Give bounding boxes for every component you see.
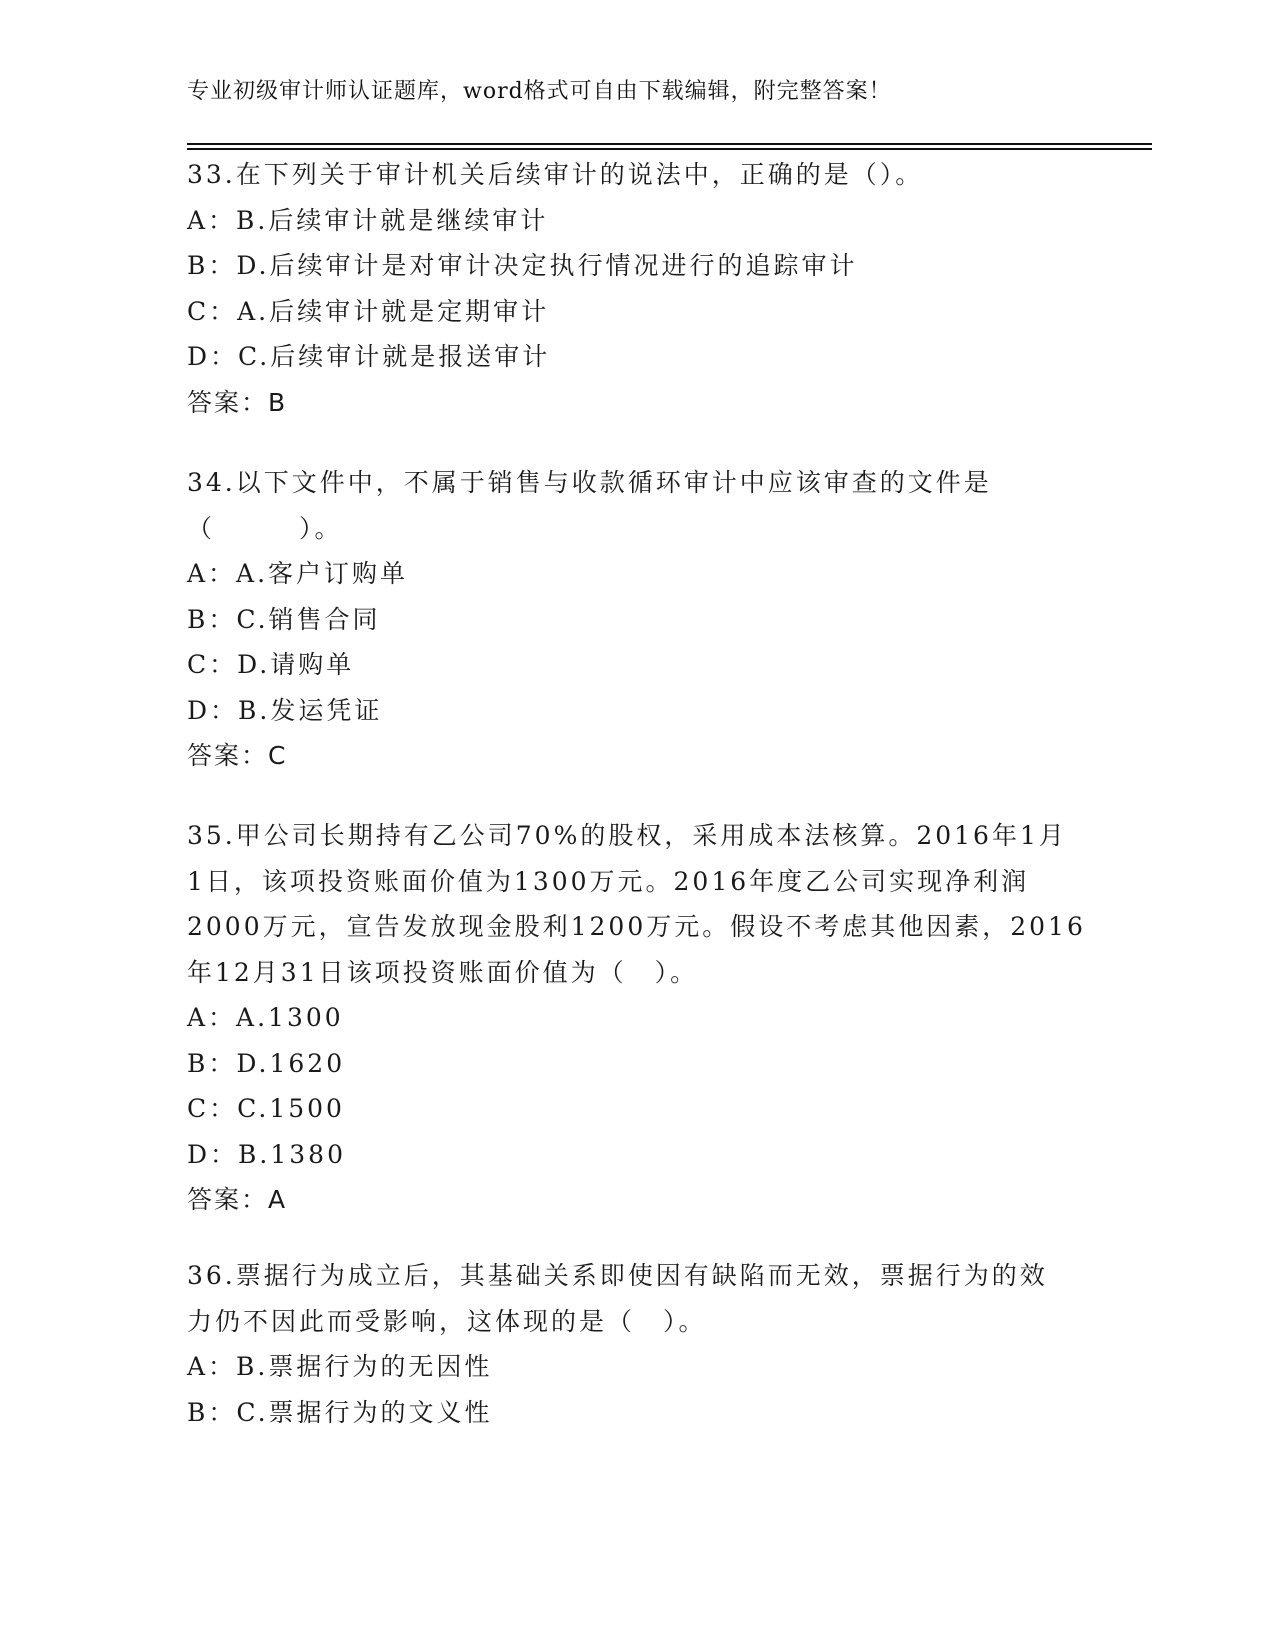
header-rule-bottom <box>187 148 1152 150</box>
question-stem-cont: 年12月31日该项投资账面价值为（ ）。 <box>187 957 699 987</box>
option-c: C：C.1500 <box>187 1094 345 1123</box>
option-a: A：B.票据行为的无因性 <box>187 1352 493 1381</box>
option-d: D：B.发运凭证 <box>187 695 383 725</box>
option-b: B：D.后续审计是对审计决定执行情况进行的追踪审计 <box>187 251 858 280</box>
question-34 <box>187 460 1107 779</box>
answer-label: 答案：C <box>187 741 288 770</box>
option-c: C：D.请购单 <box>187 650 355 679</box>
answer-label: 答案：A <box>187 1185 288 1214</box>
page-header: 专业初级审计师认证题库，word格式可自由下载编辑，附完整答案！ <box>187 79 892 104</box>
option-b: B：C.销售合同 <box>187 604 381 634</box>
question-stem-cont: 2000万元，宣告发放现金股利1200万元。假设不考虑其他因素，2016 <box>187 912 1086 941</box>
option-b: B：C.票据行为的文义性 <box>187 1397 493 1427</box>
question-33 <box>187 152 1107 425</box>
option-d: D：B.1380 <box>187 1139 346 1169</box>
option-a: A：B.后续审计就是继续审计 <box>187 205 549 235</box>
question-35 <box>187 813 1107 1223</box>
option-a: A：A.1300 <box>187 1003 344 1032</box>
question-stem-cont: 力仍不因此而受影响，这体现的是（ ）。 <box>187 1306 707 1336</box>
question-stem-cont: （ ）。 <box>187 513 343 543</box>
option-a: A：A.客户订购单 <box>187 559 409 588</box>
question-stem: 34.以下文件中，不属于销售与收款循环审计中应该审查的文件是 <box>187 468 992 497</box>
question-stem-cont: 1日，该项投资账面价值为1300万元。2016年度乙公司实现净利润 <box>187 866 1030 896</box>
question-36 <box>187 1253 1107 1435</box>
option-d: D：C.后续审计就是报送审计 <box>187 342 551 371</box>
answer-label: 答案：B <box>187 387 288 417</box>
option-b: B：D.1620 <box>187 1048 346 1078</box>
question-stem: 36.票据行为成立后，其基础关系即使因有缺陷而无效，票据行为的效 <box>187 1261 1048 1290</box>
option-c: C：A.后续审计就是定期审计 <box>187 296 550 326</box>
header-rule-top <box>187 143 1152 145</box>
question-stem: 33.在下列关于审计机关后续审计的说法中，正确的是（）。 <box>187 160 924 189</box>
question-stem: 35.甲公司长期持有乙公司70%的股权，采用成本法核算。2016年1月 <box>187 821 1067 850</box>
